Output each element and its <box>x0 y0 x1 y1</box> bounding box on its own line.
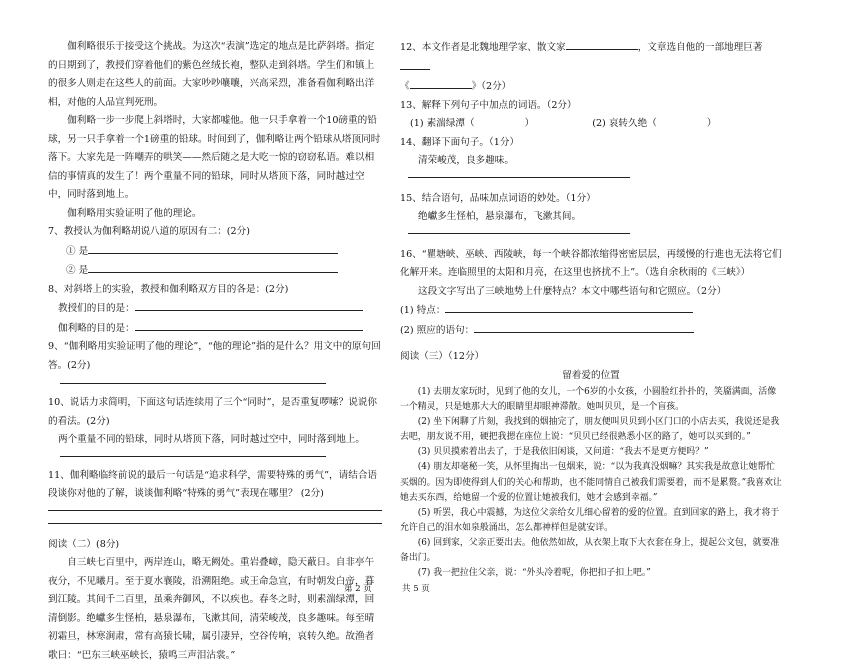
answer-blank[interactable] <box>445 301 693 313</box>
question-10: 10、说话力求简明，下面这句话连续用了三个“同时”，是否重复啰嗦？说说你的看法。(2分) <box>48 397 378 427</box>
page-number: 第 2 页 <box>344 584 372 594</box>
question-10-quote: 两个重量不同的铅球，同时从塔顶下落，同时越过空中，同时落到地上。 <box>58 434 365 445</box>
answer-line[interactable] <box>408 233 630 234</box>
right-column <box>400 0 782 581</box>
sanxia-text: 自三峡七百里中，两岸连山，略无阙处。重岩叠嶂，隐天蔽日。自非亭午夜分，不见曦月。至于夏水襄陵，沿溯阻绝。或王命急宣，有时朝发白帝，暮到江陵。其间千二百里，虽乘奔御风，不以疾也。春冬之时，则素湍绿潭，回清倒影。绝巘多生怪柏，悬泉瀑布，飞漱其间，清荣峻茂，良多趣味。每至晴初霜旦，林寒涧肃，常有高猿长啸，属引凄异，空谷传响，哀转久绝。故渔者歌曰：“巴东三峡巫峡长，猿鸣三声泪沾裳。” <box>48 557 375 661</box>
question-16: 16、“瞿塘峡、巫峡、西陵峡，每一个峡谷都浓缩得密密层层，再缓慢的行進也无法将它们化解开来。连临照里的太阳和月亮，在这里也挤扰不上”。（选自余秋雨的《三峡》） <box>400 248 782 278</box>
question-16-prompt: 这段文字写出了三峡地势上什麼特点？本文中哪些语句和它照应。（2分） <box>418 285 727 297</box>
answer-blank[interactable] <box>135 319 363 331</box>
question-9: 9、“伽利略用实验证明了他的理论”，“他的理论”指的是什么？用文中的原句回答。(2分) <box>48 341 381 371</box>
answer-line[interactable] <box>60 456 326 457</box>
story-paragraph: (6) 回到家，父亲正要出去。他依然如故，从衣架上取下大衣套在身上，提起公文包，就要准备出门。 <box>400 537 780 564</box>
question-8: 8、对斜塔上的实验，教授和伽利略双方目的各是：(2分) <box>48 283 289 295</box>
question-8-professors: 教授们的目的是： <box>48 299 382 319</box>
question-14: 14、翻译下面句子。（1分） <box>400 136 520 148</box>
question-15-sentence: 绝巘多生怪柏，悬泉瀑布，飞漱其间。 <box>418 211 582 222</box>
story-paragraph-3: 伽利略用实验证明了他的理论。 <box>67 207 202 219</box>
reading-3-title: 阅读（三）（12分） <box>400 351 485 362</box>
story-paragraph-2: 伽利略一步一步爬上斜塔时，大家都嘘他。他一只手拿着一个10磅重的铅球，另一只手拿着一个1磅重的铅球。时间到了，伽利略让两个铅球从塔顶同时落下。大家先是一阵嘲弄的哄笑——然后随之是大吃一惊的窃窃私语。难以相信的事情真的发生了！两个重量不同的铅球，同时从塔顶下落，同时越过空中，同时落到地上。 <box>48 115 381 200</box>
story-title: 留着爱的位置 <box>562 369 620 381</box>
question-11: 11、伽利略临终前说的最后一句话是“追求科学，需要特殊的勇气”，请结合语段谈你对他的了解，谈谈伽利略“特殊的勇气”表现在哪里？ (2分) <box>48 469 378 499</box>
question-7-part-2: ② 是 <box>48 261 382 281</box>
reading-3-story <box>400 385 782 581</box>
question-12: 12、本文作者是北魏地理学家、散文家 ，文章选自他的一部地理巨著 <box>400 38 782 77</box>
reading-2-title: 阅读（二）(8分) <box>48 538 120 550</box>
question-7: 7、教授认为伽利略胡说八道的原因有二：(2分) <box>48 226 250 237</box>
question-16-feature: (1) 特点： <box>400 301 782 321</box>
story-paragraph: (1) 去朋友家玩时，见到了他的女儿，一个6岁的小女孩，小圆脸红扑扑的，笑靥满面，活像一个精灵，只是她那大大的眼睛里却眼神滞散。她叫贝贝，是一个盲孩。 <box>400 387 777 413</box>
answer-blank[interactable] <box>566 38 638 50</box>
question-14-sentence: 清荣峻茂，良多趣味。 <box>418 155 514 166</box>
story-paragraph: (4) 朋友却毫秘一笑，从怀里掏出一包烟来，说：“以为我真没烟嘛？其实我是故意让她帮忙买烟的。因为即使得到人们的关心和帮助，也不能同情自己被我们需要着，而不是累赘。”我喜欢让她去买东西，给她留一个爱的位置让她被我们，她才会感到幸福。” <box>400 462 782 503</box>
answer-line[interactable] <box>48 510 382 511</box>
question-8-galileo: 伽利略的目的是： <box>48 319 382 339</box>
story-paragraph: (3) 贝贝摸索着出去了，于是我依旧闲谈，又问道：“我去不是更方便吗？” <box>417 447 709 458</box>
answer-blank[interactable] <box>410 77 472 89</box>
answer-blank[interactable] <box>135 299 363 311</box>
story-paragraph: (5) 听罢，我心中震撼，为这位父亲给女儿细心留着的爱的位置。直到回家的路上，我才将于允许自己的泪水如泉般涌出，怎么都神样但是就安详。 <box>400 507 780 533</box>
story-paragraph-1: 伽利略很乐于接受这个挑战。为这次“表演”选定的地点是比萨斜塔。指定的日期到了，教授们穿着他们的紫色丝绒长袍，整队走到斜塔。学生们和镇上的很多人则走在这些人的前面。大家吵吵嚷嚷，兴高采烈，准备看伽利略出洋相，对他的人品宣判死刑。 <box>48 41 375 108</box>
answer-line[interactable] <box>60 383 326 384</box>
question-12-book: 《 》（2分） <box>400 77 782 97</box>
left-column <box>48 0 382 665</box>
page-total: 共 5 页 <box>402 584 430 594</box>
story-paragraph: (7) 我一把拉住父亲，说：“外头冷着呢，你把扣子扣上吧。” <box>417 568 651 579</box>
answer-blank[interactable] <box>400 58 430 70</box>
story-paragraph: (2) 坐下闲聊了片刻，我找到的烟抽完了，朋友便叫贝贝到小区门口的小店去买，我说还是我去吧，朋友说不用，硬把我摁在座位上说：“贝贝已经很熟悉小区的路了，她可以买到的。” <box>400 417 780 443</box>
question-13-items: (1) 素湍绿潭（ ） (2) 哀转久绝（ ） <box>410 118 717 129</box>
answer-blank[interactable] <box>474 321 694 333</box>
question-16-echo: (2) 照应的语句： <box>400 321 782 341</box>
answer-blank[interactable] <box>88 261 338 273</box>
answer-blank[interactable] <box>88 242 338 254</box>
answer-line[interactable] <box>408 177 630 178</box>
question-13: 13、解释下列句子中加点的词语。（2分） <box>400 99 577 111</box>
question-7-part-1: ① 是 <box>48 242 382 262</box>
question-15: 15、结合语句，品味加点词语的妙处。（1分） <box>400 192 596 204</box>
